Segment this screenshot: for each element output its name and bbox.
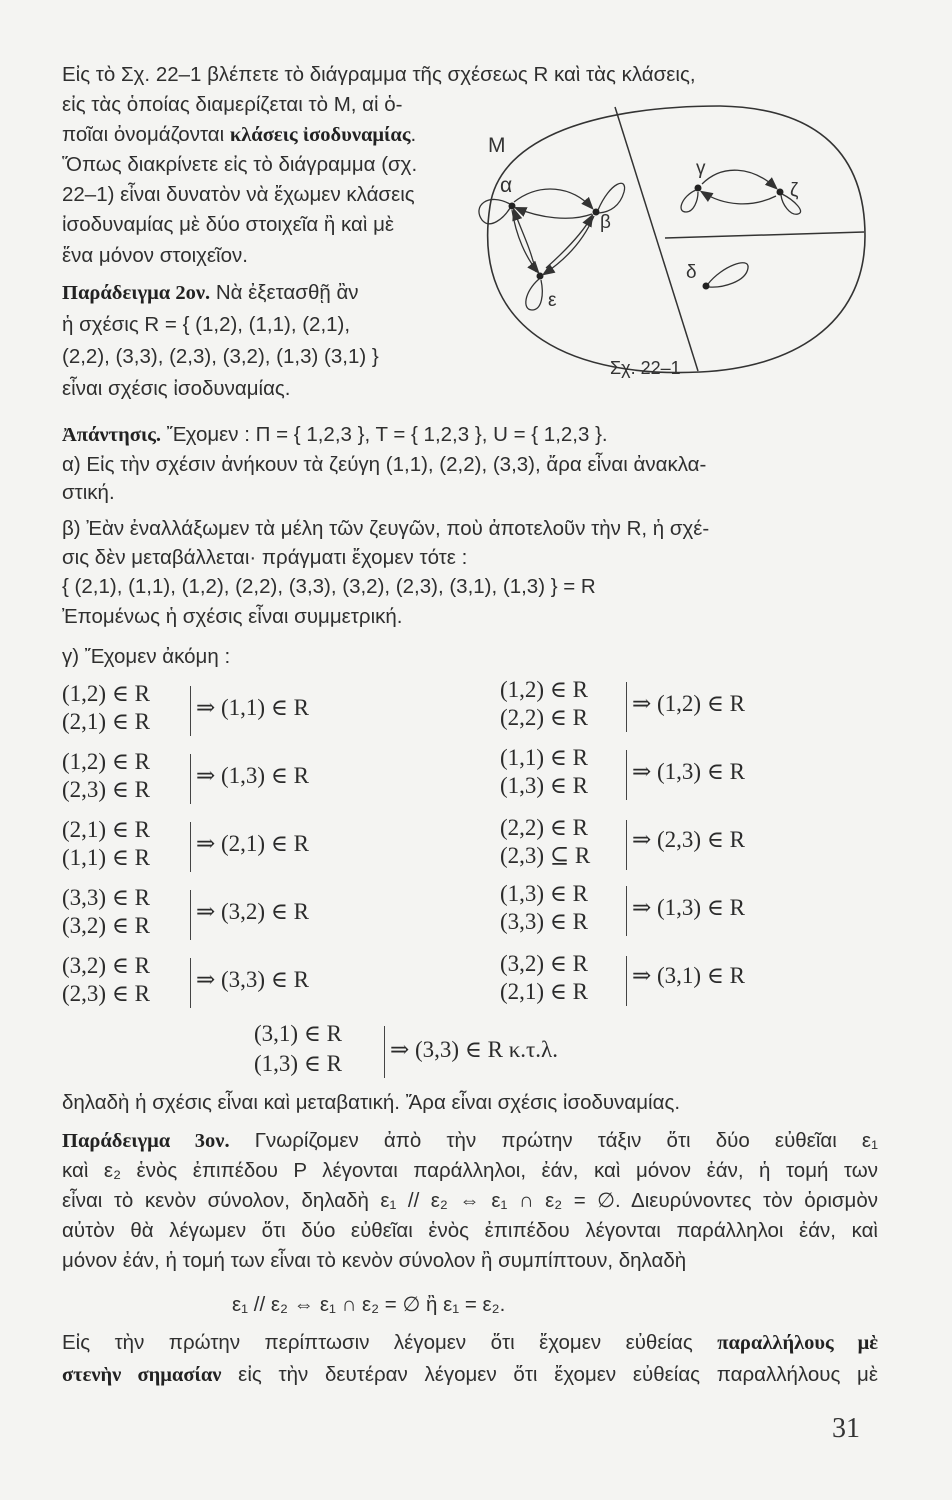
edge-beta-alpha	[516, 208, 592, 218]
impl-center-b: (1,3) ∈ R	[254, 1051, 342, 1076]
conclusion-line: δηλαδὴ ἡ σχέσις εἶναι καὶ μεταβατική. Ἄρα εἶναι σχέσις ἰσοδυναμίας.	[62, 1091, 681, 1114]
edge-epsilon-alpha	[514, 210, 536, 272]
impl-center-result: ⇒ (3,3) ∈ R κ.τ.λ.	[390, 1037, 558, 1062]
impl-right-5-result: ⇒ (3,1) ∈ R	[632, 963, 745, 988]
reflexive-line-1: α) Εἰς τὴν σχέσιν ἀνήκουν τὰ ζεύγη (1,1), (2,2), (3,3), ἄρα εἶναι ἀνακλα-	[62, 453, 707, 476]
set-boundary	[488, 106, 865, 373]
equivalence-classes-term: κλάσεις ἰσοδυναμίας	[229, 124, 411, 146]
impl-right-1-brace	[622, 682, 627, 732]
impl-right-2-brace	[622, 750, 627, 800]
loop-delta	[708, 263, 748, 287]
example3-first-line	[62, 1128, 878, 1154]
intro-line-1: Εἰς τὸ Σχ. 22–1 βλέπετε τὸ διάγραμμα τῆς σχέσεως R καὶ τὰς κλάσεις,	[62, 63, 696, 86]
impl-right-4-brace	[622, 886, 627, 936]
example3-line-4: αὐτὸν θὰ λέγωμεν ὅτι δύο εὐθεῖαι ἑνὸς ἐπιπέδου λέγονται παράλληλοι ἐάν, καὶ	[62, 1219, 878, 1242]
impl-right-4-result: ⇒ (1,3) ∈ R	[632, 895, 745, 920]
impl-right-3-brace	[622, 820, 627, 870]
narrow-parallels-term: παραλλήλους μὲ	[717, 1332, 878, 1354]
symmetric-line-2: σις δὲν μεταβάλλεται· πράγματι ἔχομεν τότε :	[62, 546, 468, 569]
intro-line-4: Ὅπως διακρίνετε εἰς τὸ διάγραμμα (σχ.	[62, 153, 418, 176]
example2-line-4: εἶναι σχέσις ἰσοδυναμίας.	[62, 377, 291, 400]
impl-left-3-result: ⇒ (2,1) ∈ R	[196, 831, 309, 856]
example2-line-3: (2,2), (3,3), (2,3), (3,2), (1,3) (3,1) }	[62, 345, 379, 368]
loop-beta	[598, 183, 625, 213]
edge-gamma-zeta	[702, 170, 776, 188]
example2-first-line	[62, 280, 359, 306]
impl-right-2-b: (1,3) ∈ R	[500, 773, 588, 798]
edge-zeta-gamma	[702, 192, 776, 204]
impl-center-brace	[380, 1026, 385, 1078]
partition-line-1	[615, 107, 698, 371]
example3-line-3: εἶναι τὸ κενὸν σύνολον, δηλαδὴ ε₁ // ε₂ ⇔ ε₁ ∩ ε₂ = ∅. Διευρύνοντες τὸν ὁρισμὸν	[62, 1189, 878, 1212]
example2-line-1: Νὰ ἐξετασθῇ ἂν	[210, 281, 359, 304]
intro-line-7: ἕνα μόνον στοιχεῖον.	[62, 244, 248, 267]
intro-line-6: ἰσοδυναμίας μὲ δύο στοιχεῖα ἢ καὶ μὲ	[62, 213, 395, 236]
transitive-intro: γ) Ἔχομεν ἀκόμη :	[62, 645, 231, 668]
symmetric-line-4: Ἐπομένως ἡ σχέσις εἶναι συμμετρική.	[62, 605, 403, 628]
example3-line-7	[62, 1362, 878, 1388]
impl-left-3-brace	[186, 822, 191, 872]
impl-left-5-brace	[186, 958, 191, 1008]
impl-right-3-b: (2,3) ⊆ R	[500, 843, 591, 868]
example3-line-1: Γνωρίζομεν ἀπὸ τὴν πρώτην τάξιν ὅτι δύο εὐθεῖαι ε₁	[229, 1129, 878, 1152]
label-zeta: ζ	[790, 180, 799, 201]
node-epsilon	[537, 273, 544, 280]
impl-right-1-a: (1,2) ∈ R	[500, 677, 588, 702]
impl-right-4-b: (3,3) ∈ R	[500, 909, 588, 934]
example3-line-6-text: Εἰς τὴν πρώτην περίπτωσιν λέγομεν ὅτι ἔχομεν εὐθείας	[62, 1331, 718, 1354]
loop-alpha	[479, 199, 510, 223]
impl-center-a: (3,1) ∈ R	[254, 1021, 342, 1046]
symmetric-line-1: β) Ἐὰν ἐναλλάξωμεν τὰ μέλη τῶν ζευγῶν, ποὺ ἀποτελοῦν τὴν R, ἡ σχέ-	[62, 517, 710, 540]
impl-left-2-a: (1,2) ∈ R	[62, 749, 150, 774]
example3-line-7-text: εἰς τὴν δευτέραν λέγομεν ὅτι ἔχομεν εὐθείας παραλλήλους μὲ	[221, 1363, 879, 1386]
impl-right-3-result: ⇒ (2,3) ∈ R	[632, 827, 745, 852]
example2-heading: Παράδειγμα 2ον.	[62, 282, 211, 304]
impl-left-4-a: (3,3) ∈ R	[62, 885, 150, 910]
label-beta: β	[600, 212, 611, 233]
narrow-sense-term: στενὴν σημασίαν	[62, 1364, 222, 1386]
parallel-formula: ε₁ // ε₂ ⇔ ε₁ ∩ ε₂ = ∅ ἢ ε₁ = ε₂.	[232, 1293, 506, 1316]
impl-left-5-b: (2,3) ∈ R	[62, 981, 150, 1006]
impl-left-4-result: ⇒ (3,2) ∈ R	[196, 899, 309, 924]
impl-left-3-a: (2,1) ∈ R	[62, 817, 150, 842]
impl-left-1-result: ⇒ (1,1) ∈ R	[196, 695, 309, 720]
intro-line-5: 22–1) εἶναι δυνατὸν νὰ ἔχωμεν κλάσεις	[62, 183, 415, 206]
impl-left-5-a: (3,2) ∈ R	[62, 953, 150, 978]
intro-line-2: εἰς τὰς ὁποίας διαμερίζεται τὸ Μ, αἱ ὁ-	[62, 93, 403, 116]
example3-line-5: μόνον ἐάν, ἡ τομή των εἶναι τὸ κενὸν σύνολον ἢ συμπίπτουν, δηλαδὴ	[62, 1249, 687, 1272]
intro-line-3-text: ποῖαι ὀνομάζονται	[62, 123, 230, 146]
impl-left-1-a: (1,2) ∈ R	[62, 681, 150, 706]
label-set-M: Μ	[488, 134, 506, 157]
impl-left-2-brace	[186, 754, 191, 804]
equivalence-classes-diagram	[460, 96, 870, 396]
figure-caption: Σχ. 22–1	[610, 358, 681, 378]
intro-line-3	[62, 122, 416, 148]
label-gamma: γ	[696, 158, 706, 179]
example3-line-2: καὶ ε₂ ἑνὸς ἐπιπέδου Ρ λέγονται παράλληλοι, ἐάν, καὶ μόνον ἐάν, ἡ τομή των	[62, 1159, 878, 1182]
intro-line-3-end: .	[410, 123, 417, 146]
impl-left-2-b: (2,3) ∈ R	[62, 777, 150, 802]
edge-epsilon-beta	[546, 216, 592, 268]
impl-left-5-result: ⇒ (3,3) ∈ R	[196, 967, 309, 992]
example2-line-2: ἡ σχέσις R = { (1,2), (1,1), (2,1),	[62, 313, 351, 336]
impl-left-1-brace	[186, 686, 191, 736]
impl-right-2-result: ⇒ (1,3) ∈ R	[632, 759, 745, 784]
label-epsilon: ε	[548, 290, 557, 311]
impl-left-4-brace	[186, 890, 191, 940]
loop-gamma	[681, 190, 698, 212]
label-alpha: α	[500, 174, 513, 197]
answer-line	[62, 422, 608, 448]
impl-right-5-b: (2,1) ∈ R	[500, 979, 588, 1004]
impl-right-2-a: (1,1) ∈ R	[500, 745, 588, 770]
edge-alpha-beta	[514, 189, 592, 208]
impl-left-4-b: (3,2) ∈ R	[62, 913, 150, 938]
loop-epsilon	[526, 279, 542, 310]
impl-right-1-result: ⇒ (1,2) ∈ R	[632, 691, 745, 716]
answer-text: Ἔχομεν : Π = { 1,2,3 }, Τ = { 1,2,3 }, U = { 1,2,3 }.	[161, 423, 608, 446]
example3-heading: Παράδειγμα 3ον.	[62, 1130, 230, 1152]
symmetric-set-line: { (2,1), (1,1), (1,2), (2,2), (3,3), (3,2), (2,3), (3,1), (1,3) } = R	[62, 575, 596, 598]
reflexive-line-2: στική.	[62, 481, 115, 504]
impl-right-5-brace	[622, 956, 627, 1006]
example3-line-6	[62, 1330, 878, 1356]
impl-left-3-b: (1,1) ∈ R	[62, 845, 150, 870]
impl-right-3-a: (2,2) ∈ R	[500, 815, 588, 840]
partition-line-2	[665, 232, 864, 238]
impl-right-4-a: (1,3) ∈ R	[500, 881, 588, 906]
impl-right-1-b: (2,2) ∈ R	[500, 705, 588, 730]
page-number: 31	[832, 1413, 860, 1444]
label-delta: δ	[686, 262, 697, 283]
impl-left-1-b: (2,1) ∈ R	[62, 709, 150, 734]
impl-left-2-result: ⇒ (1,3) ∈ R	[196, 763, 309, 788]
impl-right-5-a: (3,2) ∈ R	[500, 951, 588, 976]
answer-heading: Ἀπάντησις.	[62, 424, 162, 446]
